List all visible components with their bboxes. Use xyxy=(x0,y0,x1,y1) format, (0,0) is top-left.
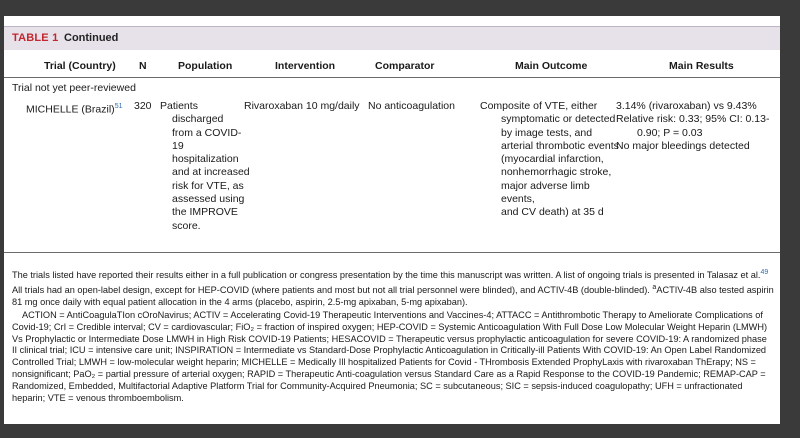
cell-trial xyxy=(26,100,122,117)
cell-n: 320 xyxy=(134,100,152,112)
population-line: score. xyxy=(172,219,201,232)
population-line: assessed using xyxy=(172,193,245,206)
table-continued-label: Continued xyxy=(64,32,119,44)
table-title-bar xyxy=(4,26,780,50)
cell-intervention: Rivaroxaban 10 mg/daily xyxy=(244,100,360,112)
result-line: 3.14% (rivaroxaban) vs 9.43% xyxy=(616,100,757,112)
population-line: hospitalization xyxy=(172,153,239,166)
outcome-line: arterial thrombotic events xyxy=(501,139,619,152)
population-line: the IMPROVE xyxy=(172,206,238,219)
trial-reference-link[interactable]: 51 xyxy=(114,103,123,110)
outcome-line: nonhemorrhagic stroke, xyxy=(501,166,612,179)
column-header-population: Population xyxy=(178,60,233,72)
column-header-n: N xyxy=(139,60,147,72)
cell-comparator: No anticoagulation xyxy=(368,100,455,112)
cell-main-results xyxy=(616,100,778,153)
footnote-reference-link[interactable]: 49 xyxy=(760,269,769,276)
column-header-intervention: Intervention xyxy=(275,60,336,72)
population-line: from a COVID-19 xyxy=(172,126,242,152)
outcome-line: Composite of VTE, either xyxy=(480,100,598,112)
column-header-comparator: Comparator xyxy=(375,60,435,72)
column-header-main-results: Main Results xyxy=(669,60,734,72)
table-number: TABLE 1 xyxy=(12,32,59,44)
table-page xyxy=(4,16,780,424)
footnote-text-b: ACTIV-4B also tested aspirin 81 mg once daily with equal patient allocation in the 4 arms (placebo, aspirin, 2.5-mg apixaban, 5-mg apixaban). xyxy=(12,284,774,307)
cell-population xyxy=(160,100,252,233)
result-line: 0.90; P = 0.03 xyxy=(637,126,703,139)
outcome-line: by image tests, and xyxy=(501,126,593,139)
result-line: Relative risk: 0.33; 95% CI: 0.13- xyxy=(616,113,770,126)
trial-name: MICHELLE (Brazil) xyxy=(26,103,115,116)
footnote-marker: a xyxy=(652,283,657,291)
footnote-general xyxy=(12,267,774,309)
outcome-line: and CV death) at 35 d xyxy=(501,206,604,219)
footnote-abbreviations: ACTION = AntiCoagulaTIon cOroNavirus; ACTIV = Accelerating Covid-19 Therapeutic Interventions and Vaccines-4; ATTACC = Antithrombotic Therapy to Ameliorate Complications of Covid-19; CrI = Credible interval; CV = cardiovascular; FiO₂ = fraction of inspired oxygen; HEP-COVID = Systemic Anticoagulation With Full Dose Low Molecular Weight Heparin (LMWH) Vs Prophylactic or Intermediate Dose LMWH in High Risk COVID-19 Patients; HESACOVID = Therapeutic versus prophylactic anticoagulation for severe COVID-19: A randomized phase II clinical trial; ICU = intensive care unit; INSPIRATION = Intermediate vs Standard-Dose Prophylactic Anticoagulation in Critically-ill Patients With COVID-19: An Open Label Randomized Controlled Trial; LMWH = low-molecular weight heparin; MICHELLE = Medically Ill hospitalized Patients for Covid - THrombosis Extended ProphyLaxis with rivaroxaban ThErapy; NS = nonsignificant; PaO₂ = partial pressure of arterial oxygen; RAPID = Therapeutic Anti-coagulation versus Standard Care as a Rapid Response to the COVID-19 Pandemic; REMAP-CAP = Randomized, Embedded, Multifactorial Adaptive Platform Trial for Community-Acquired Pneumonia; SC = subcutaneous; SIC = sepsis-induced coagulopathy; UFH = unfractionated heparin; VTE = venous thromboembolism. xyxy=(12,310,768,403)
result-line: No major bleedings detected xyxy=(616,139,750,152)
cell-main-outcome xyxy=(480,100,620,220)
population-line: discharged xyxy=(172,113,224,126)
table-bottom-rule xyxy=(4,252,780,253)
column-header-main-outcome: Main Outcome xyxy=(515,60,588,72)
footnote-text: The trials listed have reported their results either in a full publication or congress presentation by the time this manuscript was written. A list of ongoing trials is presented in Talasaz et al. xyxy=(12,270,761,281)
section-label: Trial not yet peer-reviewed xyxy=(12,82,136,94)
population-line: Patients xyxy=(160,100,198,112)
outcome-line: major adverse limb events, xyxy=(501,179,590,206)
population-line: risk for VTE, as xyxy=(172,179,244,192)
column-header-trial: Trial (Country) xyxy=(44,60,116,72)
column-header-row xyxy=(4,60,780,78)
outcome-line: (myocardial infarction, xyxy=(501,153,604,166)
population-line: and at increased xyxy=(172,166,250,179)
footnote-text-tail: All trials had an open-label design, except for HEP-COVID (where patients and most but not all trial personnel were blinded), and ACTIV-4B (double-blinded). xyxy=(12,284,653,295)
outcome-line: symptomatic or detected xyxy=(501,113,616,126)
